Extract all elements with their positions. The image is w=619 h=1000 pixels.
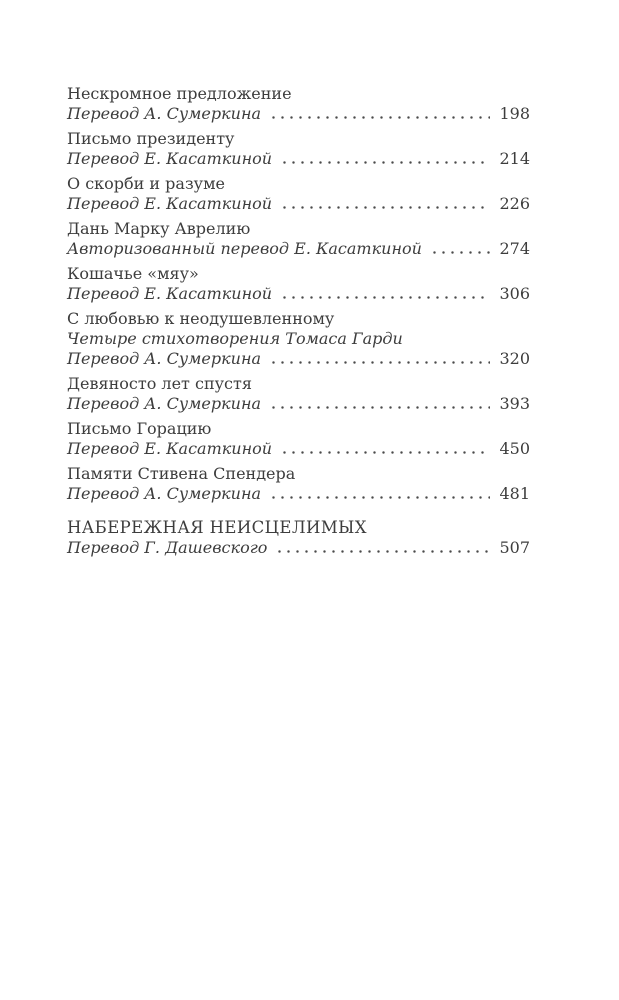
toc-content (67, 84, 530, 558)
toc-section-translator: Перевод Г. Дашевского (67, 538, 268, 557)
toc-entry (67, 419, 530, 459)
toc-section-title: НАБЕРЕЖНАЯ НЕИСЦЕЛИМЫХ (67, 518, 367, 537)
toc-entry (67, 174, 530, 214)
toc-entry-page-number: 226 (499, 194, 530, 213)
toc-entry-translator: Перевод Е. Касаткиной (67, 149, 273, 168)
toc-entry-translator: Перевод Е. Касаткиной (67, 439, 273, 458)
toc-entry-translator-row (67, 349, 530, 369)
toc-entry (67, 219, 530, 259)
toc-entry-translator: Перевод А. Сумеркина (67, 394, 262, 413)
toc-entry-translator: Перевод Е. Касаткиной (67, 284, 273, 303)
toc-entry-title: Девяносто лет спустя (67, 374, 252, 393)
toc-entry-translator: Перевод Е. Касаткиной (67, 194, 273, 213)
toc-entry-title: Письмо Горацию (67, 419, 212, 438)
toc-entry-title: Нескромное предложение (67, 84, 292, 103)
dot-leader (269, 394, 490, 414)
dot-leader (280, 194, 490, 214)
dot-leader (280, 284, 490, 304)
toc-entry-translator-row (67, 484, 530, 504)
toc-entry-translator-row (67, 194, 530, 214)
toc-entry-title: Письмо президенту (67, 129, 235, 148)
toc-entry (67, 264, 530, 304)
toc-entry (67, 309, 530, 369)
toc-entry-page-number: 198 (499, 104, 530, 123)
dot-leader (269, 349, 490, 369)
toc-entry (67, 464, 530, 504)
toc-entry-page-number: 450 (499, 439, 530, 458)
toc-entry (67, 129, 530, 169)
toc-entry-translator-row (67, 104, 530, 124)
toc-list (67, 84, 530, 504)
toc-section-translator-row (67, 538, 530, 558)
toc-section-page-number: 507 (499, 538, 530, 557)
toc-entry-page-number: 274 (499, 239, 530, 258)
toc-entry (67, 84, 530, 124)
dot-leader (280, 439, 490, 459)
dot-leader (430, 239, 490, 259)
toc-entry-subtitle: Четыре стихотворения Томаса Гарди (67, 329, 403, 348)
toc-entry-title: С любовью к неодушевленному (67, 309, 335, 328)
toc-entry-title: Дань Марку Аврелию (67, 219, 251, 238)
toc-entry-translator: Перевод А. Сумеркина (67, 484, 262, 503)
toc-entry-title: Памяти Стивена Спендера (67, 464, 296, 483)
toc-entry-title: О скорби и разуме (67, 174, 226, 193)
toc-section (67, 518, 530, 558)
dot-leader (280, 149, 490, 169)
toc-entry-translator: Авторизованный перевод Е. Касаткиной (67, 239, 422, 258)
toc-entry-page-number: 320 (499, 349, 530, 368)
toc-entry-translator-row (67, 439, 530, 459)
toc-entry-translator-row (67, 284, 530, 304)
toc-entry-translator-row (67, 394, 530, 414)
toc-entry-translator-row (67, 239, 530, 259)
toc-entry-page-number: 393 (499, 394, 530, 413)
dot-leader (275, 538, 490, 558)
toc-entry (67, 374, 530, 414)
toc-entry-page-number: 306 (499, 284, 530, 303)
toc-entry-page-number: 481 (499, 484, 530, 503)
toc-entry-translator-row (67, 149, 530, 169)
toc-entry-page-number: 214 (499, 149, 530, 168)
toc-entry-title: Кошачье «мяу» (67, 264, 199, 283)
toc-entry-translator: Перевод А. Сумеркина (67, 104, 262, 123)
dot-leader (269, 484, 490, 504)
dot-leader (269, 104, 490, 124)
toc-entry-translator: Перевод А. Сумеркина (67, 349, 262, 368)
